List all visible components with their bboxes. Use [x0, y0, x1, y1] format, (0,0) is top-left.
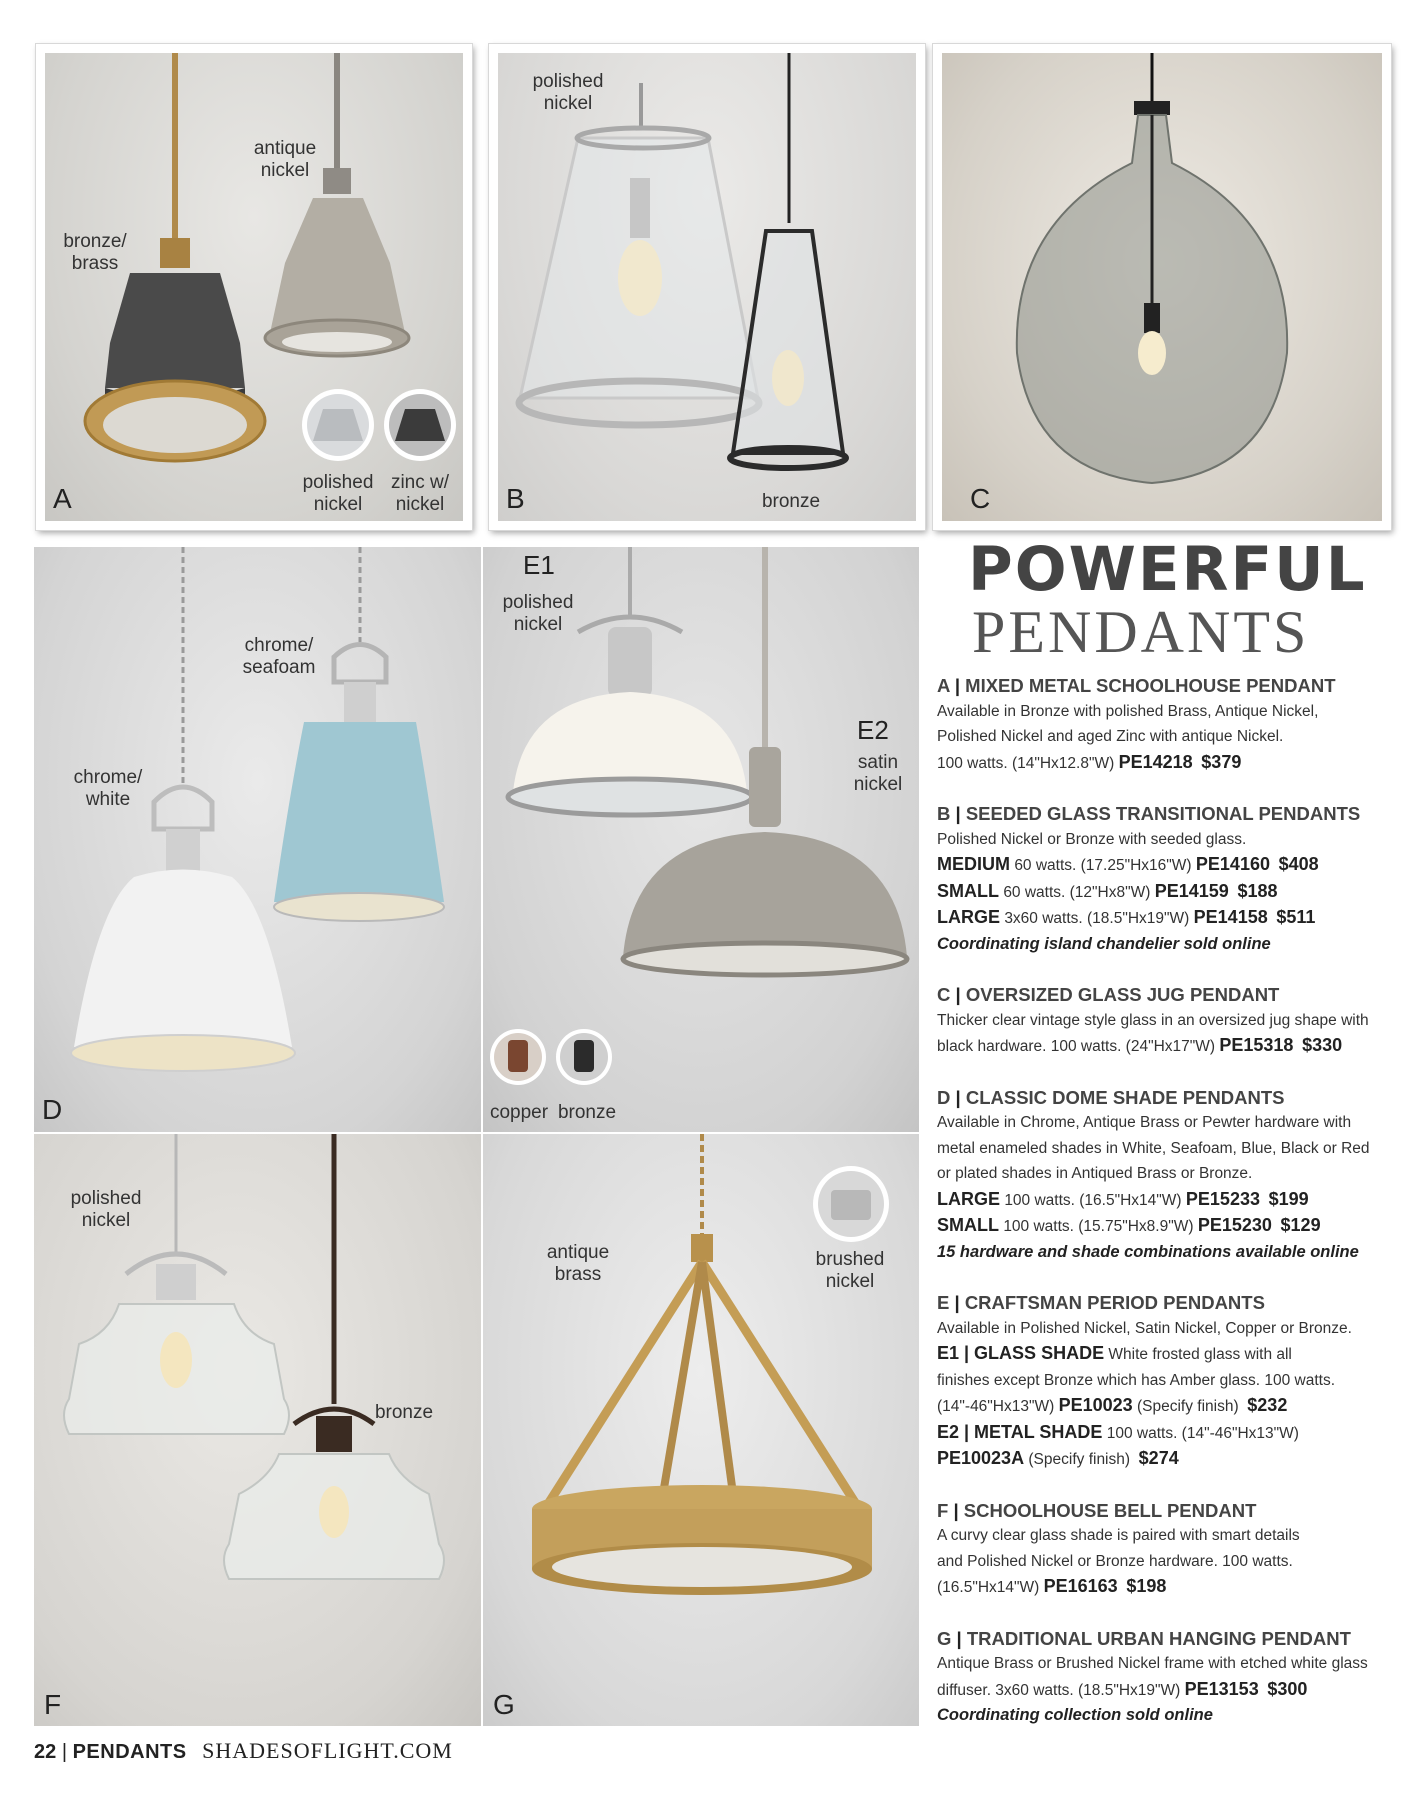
label-e1: E1 [523, 550, 555, 580]
variant-specify: (Specify finish) [1137, 1398, 1239, 1415]
variant-label: E2 | METAL SHADE [937, 1421, 1103, 1442]
product-price: $300 [1267, 1678, 1308, 1699]
size-spec: 60 watts. (12"Hx8"W) [1003, 883, 1151, 901]
photo-c [933, 44, 1391, 530]
product-key: D [937, 1086, 951, 1108]
product-key: G [937, 1627, 952, 1649]
product-f: F | SCHOOLHOUSE BELL PENDANT A curvy clear glass shade is paired with smart details and Polished Nickel or Bronze hardware. 100 watts. (16.5"Hx14"W) PE16163 $198 [937, 1498, 1397, 1601]
size-sku: PE14158 [1193, 907, 1268, 927]
product-price: $330 [1302, 1035, 1343, 1055]
label-zinc-w-nickel: zinc w/ nickel [390, 472, 450, 515]
size-price: $188 [1237, 880, 1278, 901]
size-spec: 60 watts. (17.25"Hx16"W) [1014, 857, 1192, 874]
product-name: SEEDED GLASS TRANSITIONAL PENDANTS [965, 803, 1361, 824]
seeded-glass-pendants-illustration [498, 53, 916, 521]
product-sku: PE15318 [1219, 1035, 1294, 1055]
product-desc: metal enameled shades in White, Seafoam, Blue, Black or Red [937, 1139, 1370, 1157]
product-name: SCHOOLHOUSE BELL PENDANT [963, 1499, 1257, 1521]
product-e: E | CRAFTSMAN PERIOD PENDANTS Available in Polished Nickel, Satin Nickel, Copper or Bronze. E1 | GLASS SHADE White frosted glass with all finishes except Bronze which has Amber glass. 100 watts. (14"-46"Hx13"W) PE10023 (Specify finish) $232 E2 | METAL SHADE 100 watts. (14"-46"Hx13"W) PE10023A (Specify finish) $274 [937, 1290, 1397, 1473]
label-satin-nickel: satin nickel [853, 752, 903, 795]
label-bronze: bronze [374, 1402, 434, 1423]
urban-hanging-pendant-illustration [483, 1134, 919, 1726]
label-polished-nickel: polished nickel [502, 592, 574, 635]
page-title-line1: POWERFUL [968, 534, 1367, 605]
photo-g [483, 1134, 919, 1726]
product-desc: or plated shades in Antiqued Brass or Bronze. [937, 1165, 1253, 1182]
label-antique-nickel: antique nickel [253, 138, 317, 181]
product-name: OVERSIZED GLASS JUG PENDANT [965, 984, 1280, 1005]
photo-letter: G [493, 1689, 515, 1720]
product-note: Coordinating island chandelier sold online [937, 934, 1271, 953]
product-key: F [937, 1499, 949, 1521]
page-number: 22 [34, 1741, 57, 1763]
size-label: MEDIUM [937, 854, 1010, 874]
size-spec: 100 watts. (15.75"Hx8.9"W) [1003, 1218, 1194, 1235]
product-desc: Available in Bronze with polished Brass, Antique Nickel, [937, 702, 1319, 720]
product-desc: Antique Brass or Brushed Nickel frame with etched white glass [937, 1655, 1368, 1672]
size-price: $511 [1276, 907, 1316, 927]
product-name: CRAFTSMAN PERIOD PENDANTS [964, 1292, 1265, 1313]
photo-letter: D [42, 1094, 63, 1125]
product-g: G | TRADITIONAL URBAN HANGING PENDANT Antique Brass or Brushed Nickel frame with etched white glass diffuser. 3x60 watts. (18.5"Hx19"W) PE13153 $300 Coordinating collection sold online [937, 1626, 1397, 1729]
photo-f [34, 1134, 481, 1726]
variant-price: $232 [1247, 1395, 1288, 1415]
product-desc: Available in Chrome, Antique Brass or Pewter hardware with [937, 1114, 1352, 1131]
size-sku: PE14160 [1195, 854, 1270, 874]
product-b: B | SEEDED GLASS TRANSITIONAL PENDANTS Polished Nickel or Bronze with seeded glass. MEDIUM 60 watts. (17.25"Hx16"W) PE14160 $408 SMALL 60 watts. (12"Hx8"W) PE14159 $188 LARGE 3x60 watts. (18.5"Hx19"W) PE14158 $511 Coordinating island chandelier sold online [937, 801, 1397, 957]
size-label: SMALL [937, 1215, 999, 1235]
size-sku: PE15233 [1185, 1188, 1260, 1209]
footer-separator: | [61, 1741, 68, 1763]
product-name: TRADITIONAL URBAN HANGING PENDANT [966, 1627, 1351, 1649]
size-label: SMALL [937, 880, 999, 901]
mixed-metal-pendants-illustration [45, 53, 463, 521]
product-a: A | MIXED METAL SCHOOLHOUSE PENDANT Available in Bronze with polished Brass, Antique Nickel, Polished Nickel and aged Zinc with antique Nickel. 100 watts. (14"Hx12.8"W) PE14218 $379 [937, 673, 1397, 776]
variant-desc: finishes except Bronze which has Amber glass. 100 watts. [937, 1371, 1336, 1389]
product-sku: PE13153 [1184, 1678, 1259, 1699]
variant-label: E1 | GLASS SHADE [937, 1343, 1105, 1363]
photo-letter: C [970, 483, 991, 514]
product-note: Coordinating collection sold online [937, 1706, 1213, 1724]
photo-letter: A [53, 483, 72, 514]
product-key: A [937, 675, 950, 696]
size-label: LARGE [937, 907, 1000, 927]
product-desc: A curvy clear glass shade is paired with smart details [937, 1527, 1300, 1544]
photo-e [483, 547, 919, 1132]
label-chrome-seafoam: chrome/ seafoam [242, 635, 316, 678]
size-spec: 3x60 watts. (18.5"Hx19"W) [1004, 910, 1190, 927]
product-sku: PE14218 [1118, 751, 1193, 772]
size-spec: 100 watts. (16.5"Hx14"W) [1004, 1191, 1182, 1209]
label-brushed-nickel: brushed nickel [815, 1249, 885, 1292]
product-key: B [937, 803, 951, 824]
variant-desc: 100 watts. (14"-46"Hx13"W) [1106, 1424, 1299, 1442]
product-name: MIXED METAL SCHOOLHOUSE PENDANT [965, 675, 1336, 696]
product-desc: and Polished Nickel or Bronze hardware. 100 watts. [937, 1552, 1293, 1570]
variant-sku: PE10023A [937, 1448, 1025, 1468]
size-label: LARGE [937, 1188, 1000, 1209]
label-polished-nickel: polished nickel [532, 71, 604, 114]
variant-desc: White frosted glass with all [1108, 1346, 1292, 1363]
size-sku: PE14159 [1154, 880, 1229, 901]
glass-jug-pendant-illustration [942, 53, 1382, 521]
page-title-line2: PENDANTS [972, 599, 1310, 665]
photo-b [489, 44, 925, 530]
photo-letter: B [506, 483, 525, 514]
size-price: $199 [1268, 1188, 1309, 1209]
variant-specify: (Specify finish) [1028, 1451, 1131, 1468]
product-price: $198 [1126, 1576, 1167, 1596]
label-copper: copper [489, 1102, 549, 1123]
product-desc: Available in Polished Nickel, Satin Nickel, Copper or Bronze. [937, 1319, 1352, 1337]
product-descriptions [937, 673, 1397, 1754]
label-e2: E2 [857, 715, 889, 745]
label-bronze-brass: bronze/ brass [63, 231, 127, 274]
product-spec: diffuser. 3x60 watts. (18.5"Hx19"W) [937, 1681, 1181, 1699]
size-sku: PE15230 [1197, 1215, 1272, 1235]
product-d: D | CLASSIC DOME SHADE PENDANTS Available in Chrome, Antique Brass or Pewter hardware with metal enameled shades in White, Seafoam, Blue, Black or Red or plated shades in Antiqued Brass or Bronze. LARGE 100 watts. (16.5"Hx14"W) PE15233 $199 SMALL 100 watts. (15.75"Hx8.9"W) PE15230 $129 15 hardware and shade combinations available online [937, 1085, 1397, 1266]
photo-a [36, 44, 472, 530]
variant-spec: (14"-46"Hx13"W) [937, 1398, 1055, 1415]
product-desc: Polished Nickel and aged Zinc with antique Nickel. [937, 728, 1284, 745]
product-name: CLASSIC DOME SHADE PENDANTS [965, 1086, 1285, 1108]
product-price: $379 [1201, 751, 1242, 772]
label-bronze: bronze [557, 1102, 617, 1123]
label-chrome-white: chrome/ white [73, 767, 143, 810]
section-name: PENDANTS [72, 1741, 187, 1763]
size-price: $129 [1280, 1215, 1321, 1235]
product-sku: PE16163 [1043, 1576, 1118, 1596]
photo-letter: F [44, 1689, 62, 1720]
product-desc: Polished Nickel or Bronze with seeded glass. [937, 830, 1247, 848]
variant-price: $274 [1138, 1448, 1179, 1468]
product-spec: 100 watts. (14"Hx12.8"W) [937, 754, 1115, 772]
product-spec: black hardware. 100 watts. (24"Hx17"W) [937, 1038, 1216, 1055]
product-desc: Thicker clear vintage style glass in an oversized jug shape with [937, 1011, 1369, 1029]
label-polished-nickel: polished nickel [70, 1188, 142, 1231]
site-link[interactable]: SHADESOFLIGHT.COM [202, 1738, 453, 1763]
product-spec: (16.5"Hx14"W) [937, 1579, 1040, 1596]
photo-d [34, 547, 481, 1132]
label-antique-brass: antique brass [546, 1242, 610, 1285]
label-bronze: bronze [761, 491, 821, 512]
product-key: E [937, 1292, 950, 1313]
product-key: C [937, 984, 951, 1005]
page-footer [34, 1738, 453, 1764]
label-polished-nickel: polished nickel [302, 472, 374, 515]
product-c: C | OVERSIZED GLASS JUG PENDANT Thicker clear vintage style glass in an oversized jug shape with black hardware. 100 watts. (24"Hx17"W) PE15318 $330 [937, 982, 1397, 1060]
size-price: $408 [1278, 854, 1319, 874]
variant-sku: PE10023 [1058, 1395, 1133, 1415]
product-note: 15 hardware and shade combinations available online [937, 1242, 1359, 1261]
